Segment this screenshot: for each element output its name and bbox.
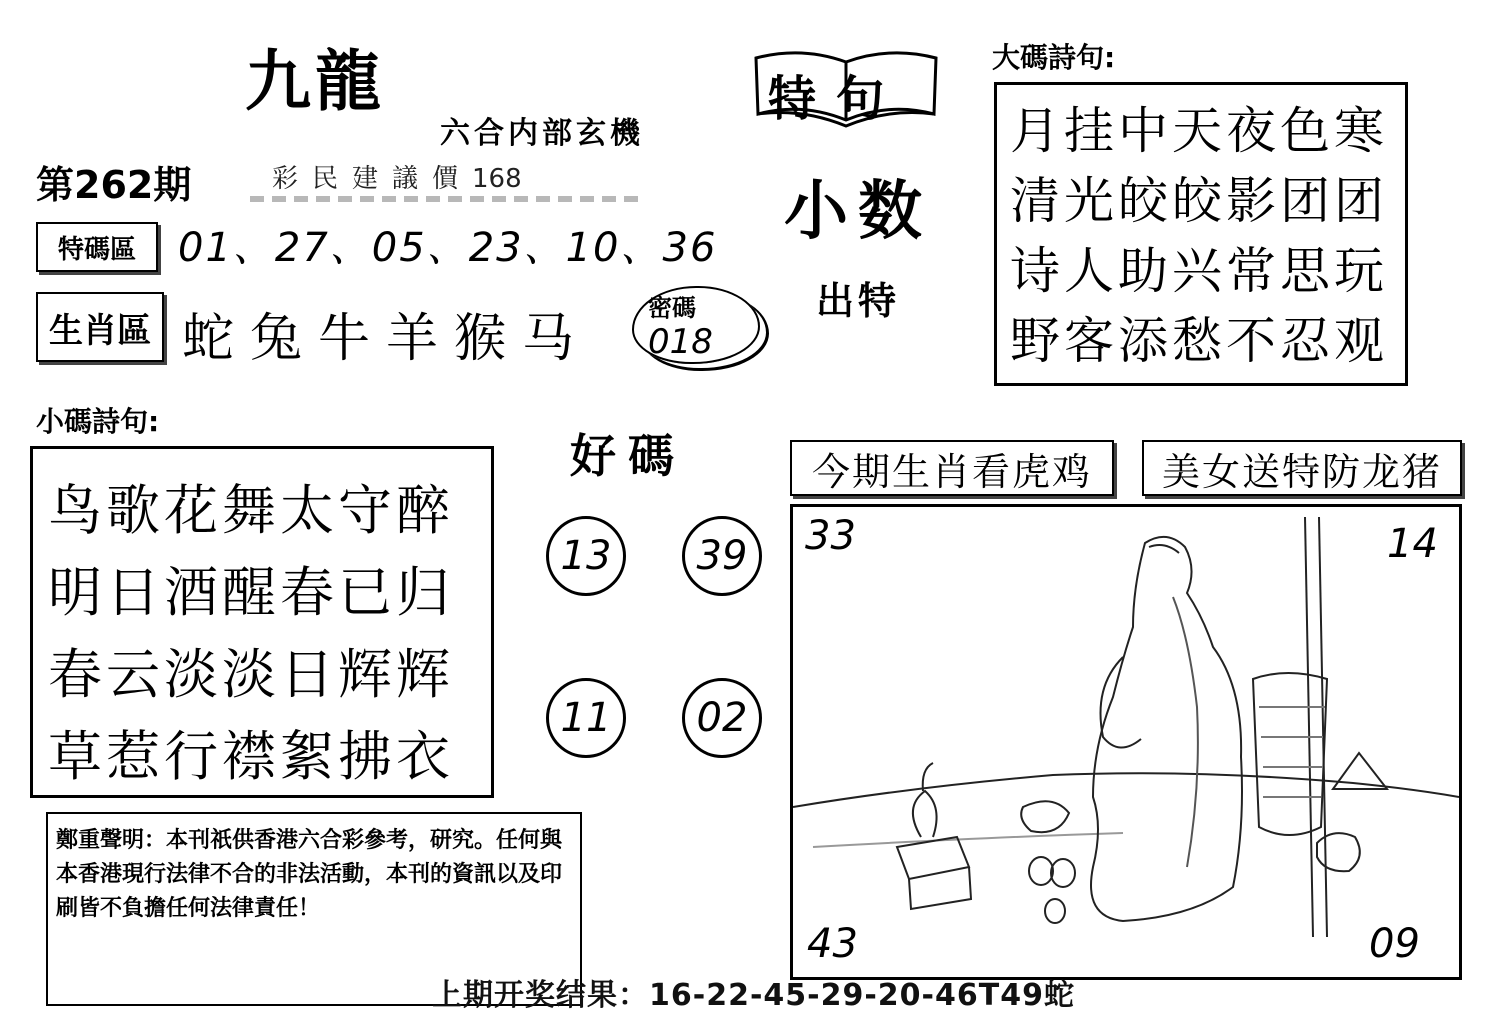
page-subtitle: 六合内部玄機 — [440, 116, 644, 151]
tema-numbers: 01、27、05、23、10、36 — [178, 225, 718, 271]
secret-code-label: 密碼 — [648, 294, 696, 322]
disclaimer-text: 鄭重聲明：本刊祇供香港六合彩參考，研究。任何與本香港現行法律不合的非法活動，本刊的資訊以及印刷皆不負擔任何法律責任！ — [56, 828, 563, 921]
good-numbers-heading: 好碼 — [570, 429, 686, 483]
last-draw-result: 上期开奖结果：16-22-45-29-20-46T49蛇 — [432, 978, 1075, 1013]
big-poem-line: 诗人助兴常思玩 — [1010, 242, 1388, 300]
small-poem-line: 春云淡淡日辉辉 — [48, 643, 454, 706]
small-number-text: 小数 — [784, 175, 932, 249]
small-poem — [48, 470, 454, 798]
corner-number-top-left: 33 — [805, 513, 856, 559]
beauty-tip-tag: 美女送特防龙猪 — [1142, 440, 1462, 496]
scribble-line — [250, 196, 645, 202]
small-poem-heading: 小碼詩句: — [36, 405, 160, 438]
small-poem-line: 草惹行襟絮拂衣 — [48, 725, 454, 788]
page-title: 九龍 — [245, 43, 385, 120]
out-special-text: 出特 — [816, 279, 901, 323]
zodiac-tip-tag: 今期生肖看虎鸡 — [790, 440, 1114, 496]
small-poem-line: 明日酒醒春已归 — [48, 561, 454, 624]
good-number: 11 — [546, 678, 626, 758]
good-number: 13 — [546, 516, 626, 596]
big-poem-heading: 大碼詩句: — [992, 41, 1116, 74]
price-value: 168 — [472, 164, 522, 194]
price-line — [272, 158, 522, 195]
corner-number-bottom-right: 09 — [1369, 921, 1420, 967]
good-number: 02 — [682, 678, 762, 758]
price-label: 彩民建議價 — [272, 164, 473, 194]
sage-illustration — [793, 507, 1459, 977]
issue-number: 第262期 — [36, 163, 192, 207]
small-poem-line: 鸟歌花舞太守醉 — [48, 479, 454, 542]
big-poem — [1010, 96, 1388, 376]
good-number: 39 — [682, 516, 762, 596]
tema-zone-label: 特碼區 — [36, 222, 158, 272]
illustration-panel — [790, 504, 1462, 980]
book-label: 特句 — [768, 71, 905, 127]
corner-number-top-right: 14 — [1387, 521, 1438, 567]
secret-code-value: 018 — [648, 322, 713, 362]
corner-number-bottom-left: 43 — [807, 921, 858, 967]
big-poem-line: 野客添愁不忍观 — [1010, 312, 1388, 370]
big-poem-line: 月挂中天夜色寒 — [1010, 102, 1388, 160]
big-poem-line: 清光皎皎影团团 — [1010, 172, 1388, 230]
zodiac-zone-label: 生肖區 — [36, 292, 164, 362]
zodiac-list: 蛇兔牛羊猴马 — [182, 309, 591, 369]
